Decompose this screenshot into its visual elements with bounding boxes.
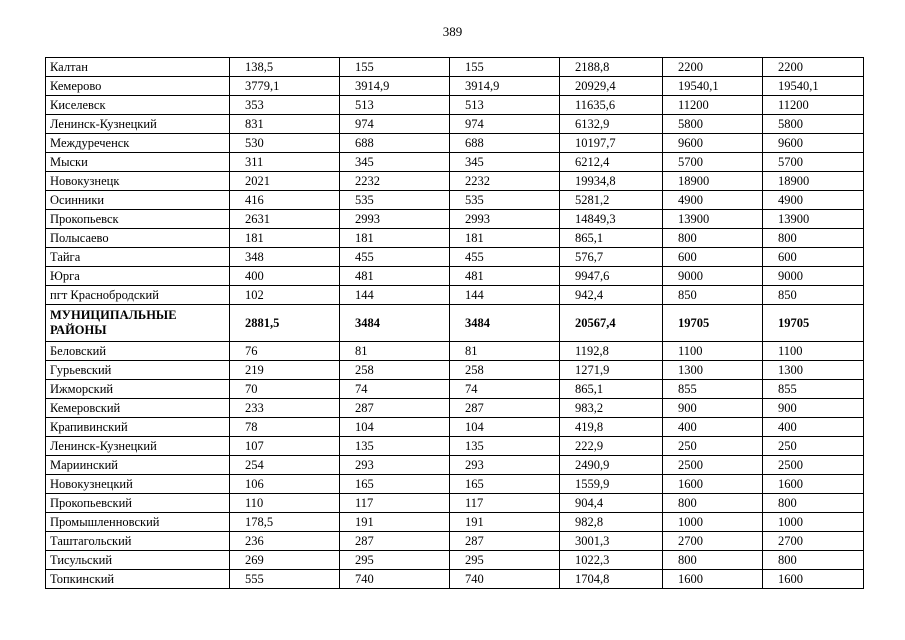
row-name-cell: Тайга	[46, 248, 230, 267]
value-cell-col-4: 1559,9	[560, 475, 663, 494]
table-row	[46, 418, 864, 437]
table-row	[46, 77, 864, 96]
value-cell-col-2: 513	[340, 96, 450, 115]
page-number: 389	[442, 24, 463, 39]
value-cell-col-5: 5800	[663, 115, 763, 134]
table-row	[46, 115, 864, 134]
value-cell-col-6: 1000	[763, 513, 864, 532]
table-body	[46, 58, 864, 589]
value-cell-col-6: 250	[763, 437, 864, 456]
value-cell-col-5: 900	[663, 399, 763, 418]
value-cell-col-2: 181	[340, 229, 450, 248]
value-cell-col-3: 191	[450, 513, 560, 532]
value-cell-col-5: 18900	[663, 172, 763, 191]
value-cell-col-4: 6132,9	[560, 115, 663, 134]
row-name-cell: Прокопьевский	[46, 494, 230, 513]
value-cell-col-3: 345	[450, 153, 560, 172]
value-cell-col-5: 1000	[663, 513, 763, 532]
value-cell-col-6: 600	[763, 248, 864, 267]
row-name-cell: Киселевск	[46, 96, 230, 115]
value-cell-col-5: 250	[663, 437, 763, 456]
value-cell-col-3: 3914,9	[450, 77, 560, 96]
value-cell-col-4: 3001,3	[560, 532, 663, 551]
value-cell-col-6: 850	[763, 286, 864, 305]
value-cell-col-6: 400	[763, 418, 864, 437]
value-cell-col-2: 144	[340, 286, 450, 305]
value-cell-col-5: 19540,1	[663, 77, 763, 96]
value-cell-col-2: 295	[340, 551, 450, 570]
value-cell-col-2: 104	[340, 418, 450, 437]
value-cell-col-3: 513	[450, 96, 560, 115]
value-cell-col-2: 740	[340, 570, 450, 589]
value-cell-col-5: 1300	[663, 361, 763, 380]
table-row	[46, 551, 864, 570]
row-name-cell: Таштагольский	[46, 532, 230, 551]
row-name-cell: Прокопьевск	[46, 210, 230, 229]
value-cell-col-6: 2200	[763, 58, 864, 77]
value-cell-col-6: 11200	[763, 96, 864, 115]
table-row	[46, 58, 864, 77]
table-row	[46, 361, 864, 380]
value-cell-col-1: 181	[230, 229, 340, 248]
row-name-cell: Кемеровский	[46, 399, 230, 418]
value-cell-col-1: 102	[230, 286, 340, 305]
value-cell-col-6: 1600	[763, 570, 864, 589]
value-cell-col-2: 117	[340, 494, 450, 513]
value-cell-col-3: 135	[450, 437, 560, 456]
value-cell-col-2: 481	[340, 267, 450, 286]
value-cell-col-1: 348	[230, 248, 340, 267]
table-row	[46, 267, 864, 286]
value-cell-col-2: 293	[340, 456, 450, 475]
value-cell-col-6: 4900	[763, 191, 864, 210]
value-cell-col-3: 117	[450, 494, 560, 513]
value-cell-col-1: 254	[230, 456, 340, 475]
value-cell-col-4: 419,8	[560, 418, 663, 437]
value-cell-col-5: 1600	[663, 570, 763, 589]
value-cell-col-6: 19705	[763, 305, 864, 342]
value-cell-col-3: 295	[450, 551, 560, 570]
value-cell-col-4: 2490,9	[560, 456, 663, 475]
value-cell-col-4: 6212,4	[560, 153, 663, 172]
value-cell-col-4: 14849,3	[560, 210, 663, 229]
table-row	[46, 286, 864, 305]
table-row	[46, 96, 864, 115]
value-cell-col-5: 2700	[663, 532, 763, 551]
value-cell-col-5: 400	[663, 418, 763, 437]
value-cell-col-1: 106	[230, 475, 340, 494]
value-cell-col-5: 19705	[663, 305, 763, 342]
value-cell-col-3: 2993	[450, 210, 560, 229]
value-cell-col-4: 1271,9	[560, 361, 663, 380]
value-cell-col-1: 236	[230, 532, 340, 551]
row-name-cell: Осинники	[46, 191, 230, 210]
value-cell-col-2: 2232	[340, 172, 450, 191]
value-cell-col-1: 2881,5	[230, 305, 340, 342]
value-cell-col-5: 5700	[663, 153, 763, 172]
value-cell-col-3: 287	[450, 399, 560, 418]
table-row	[46, 153, 864, 172]
table-row	[46, 342, 864, 361]
value-cell-col-2: 165	[340, 475, 450, 494]
value-cell-col-2: 455	[340, 248, 450, 267]
value-cell-col-6: 1100	[763, 342, 864, 361]
value-cell-col-6: 1600	[763, 475, 864, 494]
value-cell-col-2: 191	[340, 513, 450, 532]
row-name-cell: Ленинск-Кузнецкий	[46, 115, 230, 134]
value-cell-col-1: 70	[230, 380, 340, 399]
value-cell-col-6: 900	[763, 399, 864, 418]
row-name-cell: Топкинский	[46, 570, 230, 589]
value-cell-col-6: 800	[763, 494, 864, 513]
table-row	[46, 134, 864, 153]
value-cell-col-1: 178,5	[230, 513, 340, 532]
table-row	[46, 248, 864, 267]
value-cell-col-3: 3484	[450, 305, 560, 342]
value-cell-col-4: 865,1	[560, 380, 663, 399]
row-name-cell: МУНИЦИПАЛЬНЫЕ РАЙОНЫ	[46, 305, 230, 342]
table-row	[46, 570, 864, 589]
group-total-row	[46, 305, 864, 342]
value-cell-col-1: 555	[230, 570, 340, 589]
value-cell-col-1: 107	[230, 437, 340, 456]
value-cell-col-1: 400	[230, 267, 340, 286]
value-cell-col-1: 530	[230, 134, 340, 153]
row-name-cell: Ижморский	[46, 380, 230, 399]
value-cell-col-4: 982,8	[560, 513, 663, 532]
value-cell-col-5: 855	[663, 380, 763, 399]
value-cell-col-2: 3914,9	[340, 77, 450, 96]
value-cell-col-3: 287	[450, 532, 560, 551]
value-cell-col-4: 576,7	[560, 248, 663, 267]
value-cell-col-5: 4900	[663, 191, 763, 210]
value-cell-col-4: 904,4	[560, 494, 663, 513]
row-name-cell: Ленинск-Кузнецкий	[46, 437, 230, 456]
row-name-cell: Новокузнецкий	[46, 475, 230, 494]
value-cell-col-6: 2700	[763, 532, 864, 551]
value-cell-col-3: 481	[450, 267, 560, 286]
row-name-cell: Беловский	[46, 342, 230, 361]
value-cell-col-4: 11635,6	[560, 96, 663, 115]
value-cell-col-1: 76	[230, 342, 340, 361]
row-name-cell: Промышленновский	[46, 513, 230, 532]
value-cell-col-6: 5800	[763, 115, 864, 134]
value-cell-col-4: 1022,3	[560, 551, 663, 570]
table-row	[46, 513, 864, 532]
value-cell-col-5: 9600	[663, 134, 763, 153]
value-cell-col-6: 9000	[763, 267, 864, 286]
value-cell-col-2: 287	[340, 399, 450, 418]
value-cell-col-4: 20567,4	[560, 305, 663, 342]
value-cell-col-2: 688	[340, 134, 450, 153]
value-cell-col-6: 18900	[763, 172, 864, 191]
value-cell-col-5: 1600	[663, 475, 763, 494]
value-cell-col-4: 5281,2	[560, 191, 663, 210]
row-name-cell: Тисульский	[46, 551, 230, 570]
table-row	[46, 456, 864, 475]
value-cell-col-4: 942,4	[560, 286, 663, 305]
value-cell-col-3: 104	[450, 418, 560, 437]
value-cell-col-5: 1100	[663, 342, 763, 361]
value-cell-col-1: 78	[230, 418, 340, 437]
value-cell-col-2: 74	[340, 380, 450, 399]
value-cell-col-4: 983,2	[560, 399, 663, 418]
value-cell-col-3: 165	[450, 475, 560, 494]
row-name-cell: Полысаево	[46, 229, 230, 248]
value-cell-col-1: 2631	[230, 210, 340, 229]
value-cell-col-6: 13900	[763, 210, 864, 229]
value-cell-col-5: 600	[663, 248, 763, 267]
value-cell-col-1: 311	[230, 153, 340, 172]
value-cell-col-2: 135	[340, 437, 450, 456]
value-cell-col-4: 20929,4	[560, 77, 663, 96]
value-cell-col-3: 74	[450, 380, 560, 399]
value-cell-col-5: 11200	[663, 96, 763, 115]
value-cell-col-5: 2500	[663, 456, 763, 475]
row-name-cell: Междуреченск	[46, 134, 230, 153]
value-cell-col-1: 269	[230, 551, 340, 570]
value-cell-col-4: 1704,8	[560, 570, 663, 589]
table-row	[46, 172, 864, 191]
value-cell-col-2: 974	[340, 115, 450, 134]
value-cell-col-3: 974	[450, 115, 560, 134]
value-cell-col-2: 345	[340, 153, 450, 172]
value-cell-col-3: 455	[450, 248, 560, 267]
row-name-cell: Кемерово	[46, 77, 230, 96]
value-cell-col-5: 13900	[663, 210, 763, 229]
value-cell-col-1: 219	[230, 361, 340, 380]
row-name-cell: Гурьевский	[46, 361, 230, 380]
value-cell-col-3: 258	[450, 361, 560, 380]
value-cell-col-1: 3779,1	[230, 77, 340, 96]
value-cell-col-3: 2232	[450, 172, 560, 191]
table-row	[46, 437, 864, 456]
table-row	[46, 380, 864, 399]
value-cell-col-6: 800	[763, 551, 864, 570]
value-cell-col-1: 138,5	[230, 58, 340, 77]
value-cell-col-1: 233	[230, 399, 340, 418]
value-cell-col-5: 9000	[663, 267, 763, 286]
value-cell-col-2: 155	[340, 58, 450, 77]
value-cell-col-1: 416	[230, 191, 340, 210]
value-cell-col-1: 110	[230, 494, 340, 513]
value-cell-col-4: 222,9	[560, 437, 663, 456]
value-cell-col-3: 740	[450, 570, 560, 589]
value-cell-col-2: 287	[340, 532, 450, 551]
value-cell-col-6: 9600	[763, 134, 864, 153]
value-cell-col-6: 5700	[763, 153, 864, 172]
value-cell-col-3: 155	[450, 58, 560, 77]
value-cell-col-6: 1300	[763, 361, 864, 380]
value-cell-col-2: 258	[340, 361, 450, 380]
table-row	[46, 191, 864, 210]
value-cell-col-6: 800	[763, 229, 864, 248]
value-cell-col-4: 9947,6	[560, 267, 663, 286]
table-row	[46, 229, 864, 248]
value-cell-col-2: 3484	[340, 305, 450, 342]
value-cell-col-5: 850	[663, 286, 763, 305]
value-cell-col-2: 81	[340, 342, 450, 361]
value-cell-col-4: 2188,8	[560, 58, 663, 77]
table-row	[46, 532, 864, 551]
table-row	[46, 494, 864, 513]
value-cell-col-4: 10197,7	[560, 134, 663, 153]
row-name-cell: Новокузнецк	[46, 172, 230, 191]
value-cell-col-2: 2993	[340, 210, 450, 229]
value-cell-col-3: 81	[450, 342, 560, 361]
value-cell-col-5: 800	[663, 551, 763, 570]
table-row	[46, 399, 864, 418]
value-cell-col-3: 181	[450, 229, 560, 248]
data-table	[45, 57, 864, 589]
value-cell-col-2: 535	[340, 191, 450, 210]
value-cell-col-6: 855	[763, 380, 864, 399]
row-name-cell: Калтан	[46, 58, 230, 77]
value-cell-col-4: 19934,8	[560, 172, 663, 191]
value-cell-col-1: 2021	[230, 172, 340, 191]
row-name-cell: пгт Краснобродский	[46, 286, 230, 305]
table-row	[46, 210, 864, 229]
value-cell-col-5: 800	[663, 494, 763, 513]
value-cell-col-3: 144	[450, 286, 560, 305]
value-cell-col-6: 19540,1	[763, 77, 864, 96]
value-cell-col-5: 800	[663, 229, 763, 248]
table-row	[46, 475, 864, 494]
row-name-cell: Юрга	[46, 267, 230, 286]
value-cell-col-3: 535	[450, 191, 560, 210]
value-cell-col-1: 353	[230, 96, 340, 115]
value-cell-col-3: 688	[450, 134, 560, 153]
value-cell-col-5: 2200	[663, 58, 763, 77]
row-name-cell: Крапивинский	[46, 418, 230, 437]
value-cell-col-4: 865,1	[560, 229, 663, 248]
value-cell-col-1: 831	[230, 115, 340, 134]
row-name-cell: Мыски	[46, 153, 230, 172]
row-name-cell: Мариинский	[46, 456, 230, 475]
value-cell-col-4: 1192,8	[560, 342, 663, 361]
value-cell-col-6: 2500	[763, 456, 864, 475]
value-cell-col-3: 293	[450, 456, 560, 475]
